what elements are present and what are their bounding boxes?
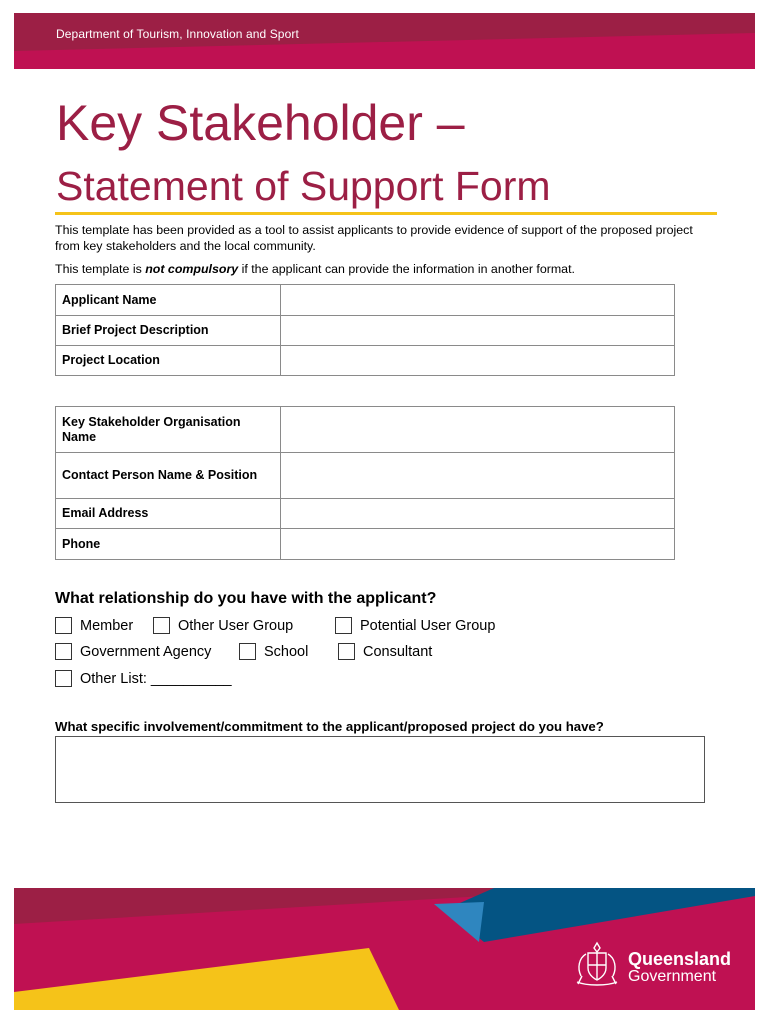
contact-person-field[interactable]	[281, 453, 675, 499]
intro-note-suffix: if the applicant can provide the information in another format.	[238, 262, 575, 276]
logo-line-queensland: Queensland	[628, 949, 732, 969]
table-row	[56, 346, 675, 376]
checkbox[interactable]	[153, 617, 170, 634]
logo-text	[628, 950, 731, 985]
checkbox[interactable]	[239, 643, 256, 660]
phone-label: Phone	[56, 529, 281, 560]
email-address-field[interactable]	[281, 499, 675, 529]
phone-field[interactable]	[281, 529, 675, 560]
option-other-list[interactable]	[55, 670, 232, 687]
project-location-label: Project Location	[56, 346, 281, 376]
option-school[interactable]	[239, 643, 308, 660]
option-label: Consultant	[363, 643, 433, 660]
checkbox[interactable]	[335, 617, 352, 634]
involvement-question: What specific involvement/commitment to the applicant/proposed project do you have?	[55, 719, 604, 734]
option-label: Member	[80, 617, 134, 634]
checkbox[interactable]	[55, 643, 72, 660]
department-name: Department of Tourism, Innovation and Sport	[56, 27, 299, 41]
email-address-label: Email Address	[56, 499, 281, 529]
option-potential-user-group[interactable]	[335, 617, 495, 634]
intro-paragraph: This template has been provided as a tool to assist applicants to provide evidence of support of the proposed project from key stakeholders and the local community.	[55, 223, 693, 253]
page-subtitle: Statement of Support Form	[56, 163, 551, 209]
organisation-name-field[interactable]	[281, 407, 675, 453]
checkbox[interactable]	[338, 643, 355, 660]
crest-icon	[572, 940, 622, 988]
table-row	[56, 529, 675, 560]
logo-line-government: Government	[628, 968, 717, 985]
header-band	[14, 13, 755, 69]
checkbox[interactable]	[55, 670, 72, 687]
checkbox[interactable]	[55, 617, 72, 634]
applicant-name-field[interactable]	[281, 285, 675, 316]
option-other-user-group[interactable]	[153, 617, 293, 634]
intro-note-emphasis: not compulsory	[145, 262, 239, 276]
table-row	[56, 285, 675, 316]
stakeholder-details-table	[55, 406, 675, 560]
footer-band	[14, 888, 755, 1010]
option-consultant[interactable]	[338, 643, 432, 660]
table-row	[56, 316, 675, 346]
option-government-agency[interactable]	[55, 643, 211, 660]
applicant-name-label: Applicant Name	[56, 285, 281, 316]
table-row	[56, 499, 675, 529]
queensland-government-logo	[572, 940, 732, 992]
option-label: Potential User Group	[360, 617, 496, 634]
organisation-name-label: Key Stakeholder Organisation Name	[56, 407, 281, 453]
involvement-answer-field[interactable]	[55, 736, 705, 803]
page-title: Key Stakeholder –	[56, 95, 465, 151]
project-description-field[interactable]	[281, 316, 675, 346]
option-label: Other List: __________	[80, 670, 232, 687]
option-label: Government Agency	[80, 643, 212, 660]
table-row	[56, 407, 675, 453]
intro-note-prefix: This template is	[55, 262, 146, 276]
option-member[interactable]	[55, 617, 133, 634]
project-details-table	[55, 284, 675, 376]
option-label: Other User Group	[178, 617, 294, 634]
header-band-shape	[14, 13, 755, 69]
contact-person-label: Contact Person Name & Position	[56, 453, 281, 499]
table-row	[56, 453, 675, 499]
project-location-field[interactable]	[281, 346, 675, 376]
title-underline	[55, 212, 717, 215]
option-label: School	[264, 643, 309, 660]
project-description-label: Brief Project Description	[56, 316, 281, 346]
intro-note	[55, 261, 715, 277]
relationship-question: What relationship do you have with the applicant?	[55, 590, 437, 607]
